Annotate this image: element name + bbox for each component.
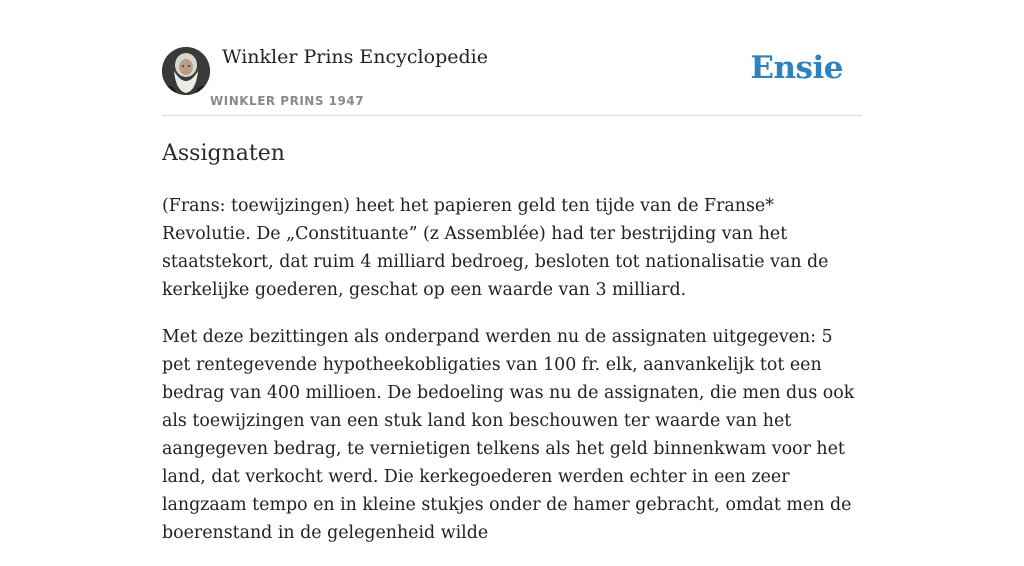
- article-title: Assignaten: [162, 141, 285, 166]
- site-name[interactable]: Winkler Prins Encyclopedie: [222, 46, 488, 68]
- article-paragraph-1: (Frans: toewijzingen) heet het papieren geld ten tijde van de Franse* Revolutie. De „Constituante” (z Assemblée) had ter bestrijding van het staatstekort, dat ruim 4 milliard bedroeg, besloten tot nationalisatie van de kerkelijke goederen, geschat op een waarde van 3 milliard.: [162, 196, 829, 300]
- ensie-logo[interactable]: Ensie: [750, 50, 843, 86]
- article-paragraph-2: Met deze bezittingen als onderpand werden nu de assignaten uitgegeven: 5 pet rentegevende hypotheekobligaties van 100 fr. elk, aanvankelijk tot een bedrag van 400 millioen. De bedoeling was nu de assignaten, die men dus ook als toewijzingen van een stuk land kon beschouwen ter waarde van het aangegeven bedrag, te vernietigen telkens als het geld binnenkwam voor het land, dat verkocht werd. Die kerkegoederen werden echter in een zeer langzaam tempo en in kleine stukjes onder de hamer gebracht, omdat men de boerenstand in de gelegenheid wilde: [162, 327, 855, 543]
- page: [162, 0, 862, 543]
- article-body: [162, 192, 862, 566]
- bearded-man-portrait-icon[interactable]: [162, 47, 210, 95]
- edition-label[interactable]: WINKLER PRINS 1947: [210, 94, 365, 108]
- site-header: [162, 0, 862, 116]
